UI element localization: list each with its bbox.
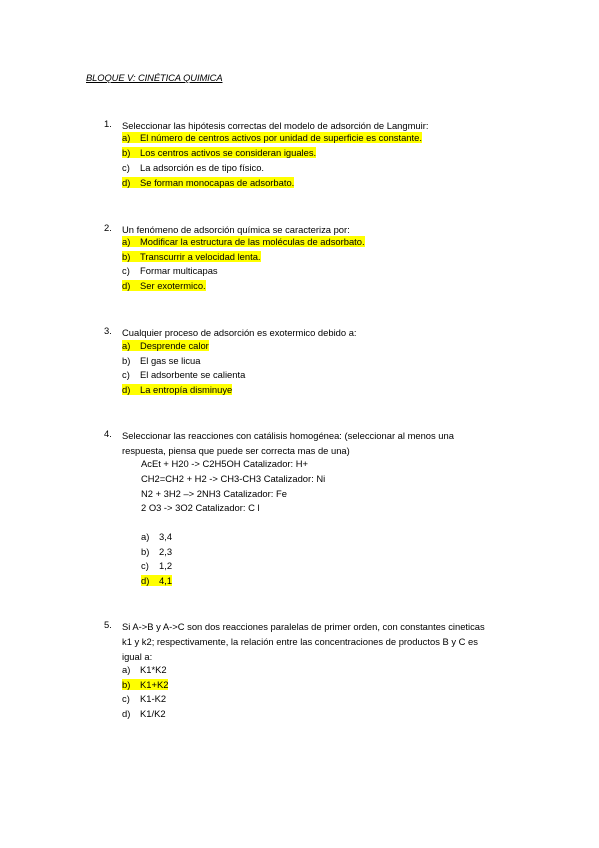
option-letter: d) bbox=[141, 575, 150, 586]
option-text: Desprende calor bbox=[140, 340, 209, 351]
page-title: BLOQUE V: CINÉTICA QUIMICA bbox=[86, 72, 223, 83]
option-text: La adsorción es de tipo físico. bbox=[140, 162, 265, 173]
option-text: El número de centros activos por unidad de superficie es constante. bbox=[140, 132, 422, 143]
reaction-formula: AcEt + H20 -> C2H5OH Catalizador: H+ bbox=[141, 458, 308, 469]
option-text: Ser exotermico. bbox=[140, 280, 206, 291]
question-5-option-a bbox=[122, 663, 167, 677]
option-text: 4,1 bbox=[159, 575, 173, 586]
option-letter: a) bbox=[122, 132, 131, 143]
question-text: Un fenómeno de adsorción química se caracteriza por: bbox=[122, 224, 350, 235]
option-text: 2,3 bbox=[159, 546, 173, 557]
reaction-formula: N2 + 3H2 –> 2NH3 Catalizador: Fe bbox=[141, 488, 287, 499]
option-text: 3,4 bbox=[159, 531, 173, 542]
option-letter: a) bbox=[122, 664, 131, 675]
question-number: 1. bbox=[104, 118, 112, 129]
question-text-line-1: Seleccionar las reacciones con catálisis homogénea: (seleccionar al menos una bbox=[122, 430, 454, 441]
question-text-line-1: Si A->B y A->C son dos reacciones paralelas de primer orden, con constantes cineticas bbox=[122, 621, 485, 632]
option-text: K1*K2 bbox=[140, 664, 167, 675]
reaction-formula: 2 O3 -> 3O2 Catalizador: C l bbox=[141, 502, 260, 513]
option-letter: a) bbox=[122, 236, 131, 247]
option-letter: c) bbox=[141, 560, 149, 571]
option-text: Se forman monocapas de adsorbato. bbox=[140, 177, 295, 188]
option-text: K1/K2 bbox=[140, 708, 166, 719]
question-5-option-b bbox=[122, 678, 168, 692]
question-number: 4. bbox=[104, 428, 112, 439]
option-letter: c) bbox=[122, 265, 130, 276]
option-letter: d) bbox=[122, 177, 131, 188]
reaction-formula: CH2=CH2 + H2 -> CH3-CH3 Catalizador: Ni bbox=[141, 473, 326, 484]
option-letter: d) bbox=[122, 280, 131, 291]
question-text-line-2: k1 y k2; respectivamente, la relación entre las concentraciones de productos B y C es bbox=[122, 636, 478, 647]
question-2-option-b bbox=[122, 250, 261, 264]
option-text: El adsorbente se calienta bbox=[140, 369, 246, 380]
option-letter: a) bbox=[141, 531, 150, 542]
question-5-option-d bbox=[122, 707, 166, 721]
question-4-option-d bbox=[141, 574, 172, 588]
question-1-option-c bbox=[122, 161, 264, 175]
option-letter: c) bbox=[122, 693, 130, 704]
option-letter: d) bbox=[122, 384, 131, 395]
option-letter: b) bbox=[141, 546, 150, 557]
question-2-option-a bbox=[122, 235, 365, 249]
option-letter: a) bbox=[122, 340, 131, 351]
question-4-option-b bbox=[141, 545, 172, 559]
option-text: 1,2 bbox=[159, 560, 173, 571]
question-2-option-c bbox=[122, 264, 218, 278]
question-3-option-d bbox=[122, 383, 232, 397]
question-4-option-a bbox=[141, 530, 172, 544]
option-letter: b) bbox=[122, 251, 131, 262]
option-text: K1-K2 bbox=[140, 693, 167, 704]
question-3-option-b bbox=[122, 354, 200, 368]
option-letter: c) bbox=[122, 369, 130, 380]
question-number: 2. bbox=[104, 222, 112, 233]
question-number: 5. bbox=[104, 619, 112, 630]
option-letter: d) bbox=[122, 708, 131, 719]
question-text: Cualquier proceso de adsorción es exotermico debido a: bbox=[122, 327, 357, 338]
question-number: 3. bbox=[104, 325, 112, 336]
question-text: Seleccionar las hipótesis correctas del modelo de adsorción de Langmuir: bbox=[122, 120, 429, 131]
question-3-option-a bbox=[122, 339, 209, 353]
option-letter: b) bbox=[122, 355, 131, 366]
option-text: Transcurrir a velocidad lenta. bbox=[140, 251, 261, 262]
question-2-option-d bbox=[122, 279, 206, 293]
question-text-line-3: igual a: bbox=[122, 651, 153, 662]
option-letter: b) bbox=[122, 679, 131, 690]
question-4-option-c bbox=[141, 559, 172, 573]
option-letter: c) bbox=[122, 162, 130, 173]
option-text: La entropía disminuye bbox=[140, 384, 233, 395]
option-text: Modificar la estructura de las moléculas de adsorbato. bbox=[140, 236, 365, 247]
question-5-option-c bbox=[122, 692, 166, 706]
option-text: Formar multicapas bbox=[140, 265, 218, 276]
question-1-option-b bbox=[122, 146, 316, 160]
option-text: K1+K2 bbox=[140, 679, 169, 690]
question-1-option-a bbox=[122, 131, 422, 145]
question-text-line-2: respuesta, piensa que puede ser correcta mas de una) bbox=[122, 445, 350, 456]
question-3-option-c bbox=[122, 368, 245, 382]
question-1-option-d bbox=[122, 176, 294, 190]
option-letter: b) bbox=[122, 147, 131, 158]
option-text: El gas se licua bbox=[140, 355, 201, 366]
option-text: Los centros activos se consideran iguales. bbox=[140, 147, 317, 158]
